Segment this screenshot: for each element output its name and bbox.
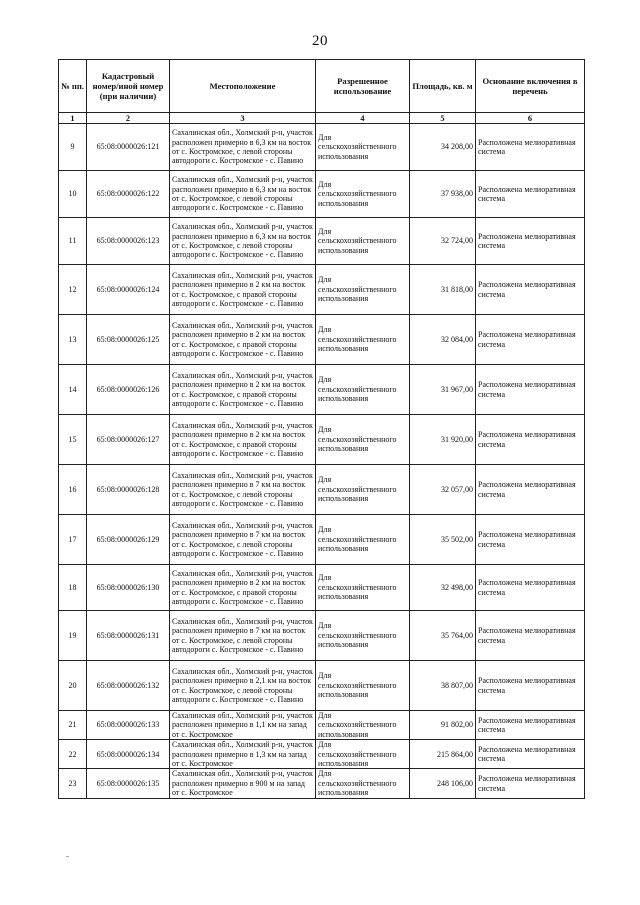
- area-value-cell: 35 764,00: [410, 611, 476, 661]
- row-number-cell: 9: [59, 124, 87, 171]
- area-value-cell: 31 967,00: [410, 365, 476, 415]
- row-number-cell: 11: [59, 218, 87, 265]
- permitted-use-cell: Для сельскохозяйственного использования: [316, 465, 410, 515]
- inclusion-basis-cell: Расположена мелиоративная система: [476, 171, 585, 218]
- table-row: [59, 740, 585, 769]
- area-value-cell: 37 938,00: [410, 171, 476, 218]
- row-number-cell: 22: [59, 740, 87, 769]
- column-number: 2: [87, 113, 170, 124]
- area-value-cell: 91 802,00: [410, 711, 476, 740]
- permitted-use-cell: Для сельскохозяйственного использования: [316, 565, 410, 611]
- column-number: 6: [476, 113, 585, 124]
- cadastral-number-cell: 65:08:0000026:129: [87, 515, 170, 565]
- permitted-use-cell: Для сельскохозяйственного использования: [316, 171, 410, 218]
- location-cell: Сахалинская обл., Холмский р-н, участок расположен примерно в 2 км на восток от с. Костромское, с правой стороны автодороги с. Костромское - с. Павино: [170, 415, 316, 465]
- scan-mark: [66, 856, 69, 857]
- cadastral-number-cell: 65:08:0000026:134: [87, 740, 170, 769]
- inclusion-basis-cell: Расположена мелиоративная система: [476, 565, 585, 611]
- area-value-cell: 38 807,00: [410, 661, 476, 711]
- cadastral-number-cell: 65:08:0000026:135: [87, 769, 170, 798]
- inclusion-basis-cell: Расположена мелиоративная система: [476, 365, 585, 415]
- cadastral-number-cell: 65:08:0000026:122: [87, 171, 170, 218]
- table-row: [59, 218, 585, 265]
- area-value-cell: 32 498,00: [410, 565, 476, 611]
- permitted-use-cell: Для сельскохозяйственного использования: [316, 218, 410, 265]
- row-number-cell: 10: [59, 171, 87, 218]
- cadastral-number-cell: 65:08:0000026:131: [87, 611, 170, 661]
- area-value-cell: 248 106,00: [410, 769, 476, 798]
- table-row: [59, 515, 585, 565]
- column-number: 4: [316, 113, 410, 124]
- land-plots-table: [58, 59, 585, 799]
- area-value-cell: 32 057,00: [410, 465, 476, 515]
- column-number-row: [59, 113, 585, 124]
- header-cadastral-number: Кадастровый номер/иной номер (при наличии): [87, 60, 170, 113]
- table-row: [59, 769, 585, 798]
- table-header-row: [59, 60, 585, 113]
- column-number: 3: [170, 113, 316, 124]
- header-area: Площадь, кв. м: [410, 60, 476, 113]
- inclusion-basis-cell: Расположена мелиоративная система: [476, 740, 585, 769]
- header-location: Местоположение: [170, 60, 316, 113]
- header-row-number: № пп.: [59, 60, 87, 113]
- cadastral-number-cell: 65:08:0000026:133: [87, 711, 170, 740]
- area-value-cell: 32 724,00: [410, 218, 476, 265]
- inclusion-basis-cell: Расположена мелиоративная система: [476, 661, 585, 711]
- area-value-cell: 32 084,00: [410, 315, 476, 365]
- permitted-use-cell: Для сельскохозяйственного использования: [316, 611, 410, 661]
- cadastral-number-cell: 65:08:0000026:121: [87, 124, 170, 171]
- permitted-use-cell: Для сельскохозяйственного использования: [316, 265, 410, 315]
- permitted-use-cell: Для сельскохозяйственного использования: [316, 769, 410, 798]
- table-row: [59, 465, 585, 515]
- permitted-use-cell: Для сельскохозяйственного использования: [316, 661, 410, 711]
- inclusion-basis-cell: Расположена мелиоративная система: [476, 315, 585, 365]
- area-value-cell: 34 208,00: [410, 124, 476, 171]
- location-cell: Сахалинская обл., Холмский р-н, участок расположен примерно в 6,3 км на восток от с. Костромское, с левой стороны автодороги с. Костромское - с. Павино: [170, 218, 316, 265]
- location-cell: Сахалинская обл., Холмский р-н, участок расположен примерно в 7 км на восток от с. Костромское, с левой стороны автодороги с. Костромское - с. Павино: [170, 515, 316, 565]
- inclusion-basis-cell: Расположена мелиоративная система: [476, 465, 585, 515]
- table-row: [59, 661, 585, 711]
- location-cell: Сахалинская обл., Холмский р-н, участок расположен примерно в 7 км на восток от с. Костромское, с левой стороны автодороги с. Костромское - с. Павино: [170, 611, 316, 661]
- table-row: [59, 415, 585, 465]
- inclusion-basis-cell: Расположена мелиоративная система: [476, 124, 585, 171]
- table-row: [59, 711, 585, 740]
- location-cell: Сахалинская обл., Холмский р-н, участок расположен примерно в 6,3 км на восток от с. Костромское, с левой стороны автодороги с. Костромское - с. Павино: [170, 124, 316, 171]
- inclusion-basis-cell: Расположена мелиоративная система: [476, 769, 585, 798]
- header-inclusion-basis: Основание включения в перечень: [476, 60, 585, 113]
- permitted-use-cell: Для сельскохозяйственного использования: [316, 415, 410, 465]
- inclusion-basis-cell: Расположена мелиоративная система: [476, 218, 585, 265]
- cadastral-number-cell: 65:08:0000026:126: [87, 365, 170, 415]
- table-row: [59, 171, 585, 218]
- cadastral-number-cell: 65:08:0000026:130: [87, 565, 170, 611]
- row-number-cell: 18: [59, 565, 87, 611]
- row-number-cell: 14: [59, 365, 87, 415]
- inclusion-basis-cell: Расположена мелиоративная система: [476, 515, 585, 565]
- location-cell: Сахалинская обл., Холмский р-н, участок расположен примерно в 2 км на восток от с. Костромское, с правой стороны автодороги с. Костромское - с. Павино: [170, 315, 316, 365]
- table-row: [59, 611, 585, 661]
- inclusion-basis-cell: Расположена мелиоративная система: [476, 265, 585, 315]
- inclusion-basis-cell: Расположена мелиоративная система: [476, 611, 585, 661]
- permitted-use-cell: Для сельскохозяйственного использования: [316, 124, 410, 171]
- row-number-cell: 20: [59, 661, 87, 711]
- row-number-cell: 12: [59, 265, 87, 315]
- permitted-use-cell: Для сельскохозяйственного использования: [316, 711, 410, 740]
- location-cell: Сахалинская обл., Холмский р-н, участок расположен примерно в 6,3 км на восток от с. Костромское, с левой стороны автодороги с. Костромское - с. Павино: [170, 171, 316, 218]
- cadastral-number-cell: 65:08:0000026:123: [87, 218, 170, 265]
- permitted-use-cell: Для сельскохозяйственного использования: [316, 365, 410, 415]
- location-cell: Сахалинская обл., Холмский р-н, участок расположен примерно в 7 км на восток от с. Костромское, с левой стороны автодороги с. Костромское - с. Павино: [170, 465, 316, 515]
- header-permitted-use: Разрешенное использование: [316, 60, 410, 113]
- location-cell: Сахалинская обл., Холмский р-н, участок расположен примерно в 2,1 км на восток от с. Костромское, с левой стороны автодороги с. Костромское - с. Павино: [170, 661, 316, 711]
- area-value-cell: 35 502,00: [410, 515, 476, 565]
- column-number: 5: [410, 113, 476, 124]
- permitted-use-cell: Для сельскохозяйственного использования: [316, 515, 410, 565]
- row-number-cell: 17: [59, 515, 87, 565]
- area-value-cell: 215 864,00: [410, 740, 476, 769]
- location-cell: Сахалинская обл., Холмский р-н, участок расположен примерно в 1,3 км на запад от с. Костромское: [170, 740, 316, 769]
- area-value-cell: 31 920,00: [410, 415, 476, 465]
- location-cell: Сахалинская обл., Холмский р-н, участок расположен примерно в 900 м на запад от с. Костромское: [170, 769, 316, 798]
- page-number: 20: [312, 33, 328, 49]
- row-number-cell: 23: [59, 769, 87, 798]
- cadastral-number-cell: 65:08:0000026:127: [87, 415, 170, 465]
- cadastral-number-cell: 65:08:0000026:124: [87, 265, 170, 315]
- cadastral-number-cell: 65:08:0000026:132: [87, 661, 170, 711]
- row-number-cell: 21: [59, 711, 87, 740]
- permitted-use-cell: Для сельскохозяйственного использования: [316, 740, 410, 769]
- table-row: [59, 565, 585, 611]
- inclusion-basis-cell: Расположена мелиоративная система: [476, 711, 585, 740]
- location-cell: Сахалинская обл., Холмский р-н, участок расположен примерно в 2 км на восток от с. Костромское, с правой стороны автодороги с. Костромское - с. Павино: [170, 265, 316, 315]
- inclusion-basis-cell: Расположена мелиоративная система: [476, 415, 585, 465]
- cadastral-number-cell: 65:08:0000026:128: [87, 465, 170, 515]
- cadastral-number-cell: 65:08:0000026:125: [87, 315, 170, 365]
- row-number-cell: 19: [59, 611, 87, 661]
- row-number-cell: 16: [59, 465, 87, 515]
- table-row: [59, 365, 585, 415]
- area-value-cell: 31 818,00: [410, 265, 476, 315]
- table-row: [59, 265, 585, 315]
- table-row: [59, 315, 585, 365]
- row-number-cell: 13: [59, 315, 87, 365]
- location-cell: Сахалинская обл., Холмский р-н, участок расположен примерно в 2 км на восток от с. Костромское, с правой стороны автодороги с. Костромское - с. Павино: [170, 565, 316, 611]
- location-cell: Сахалинская обл., Холмский р-н, участок расположен примерно в 2 км на восток от с. Костромское, с правой стороны автодороги с. Костромское - с. Павино: [170, 365, 316, 415]
- permitted-use-cell: Для сельскохозяйственного использования: [316, 315, 410, 365]
- location-cell: Сахалинская обл., Холмский р-н, участок расположен примерно в 1,1 км на запад от с. Костромское: [170, 711, 316, 740]
- row-number-cell: 15: [59, 415, 87, 465]
- table-row: [59, 124, 585, 171]
- column-number: 1: [59, 113, 87, 124]
